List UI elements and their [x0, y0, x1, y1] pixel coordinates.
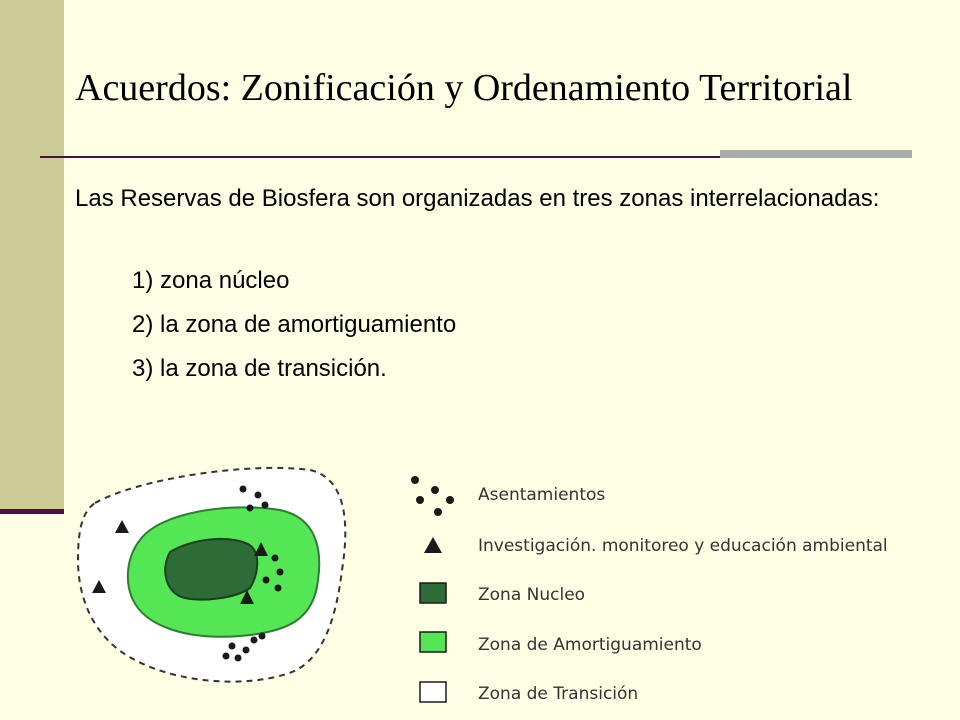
legend-label-transition: Zona de Transición: [478, 684, 639, 704]
transition-swatch-icon: [420, 682, 446, 702]
research-triangle-icon: [424, 537, 442, 553]
legend-transition: [420, 682, 638, 704]
legend-label-research: Investigación. monitoreo y educación ambiental: [478, 536, 888, 556]
core-swatch-icon: [420, 583, 446, 603]
zone-item-transition: 3) la zona de transición.: [132, 355, 387, 382]
title-accent-bar: [720, 150, 912, 158]
legend-label-settlements: Asentamientos: [478, 485, 606, 505]
buffer-swatch-icon: [420, 632, 446, 652]
side-bar: [0, 0, 64, 512]
zones-list: [132, 262, 456, 394]
legend-label-buffer: Zona de Amortiguamiento: [478, 635, 702, 655]
zone-item-buffer: 2) la zona de amortiguamiento: [132, 311, 457, 338]
core-zone: [165, 539, 257, 600]
zonation-diagram: [0, 440, 960, 720]
legend-label-core: Zona Nucleo: [478, 585, 586, 605]
slide-title: Acuerdos: Zonificación y Ordenamiento Territorial: [75, 67, 853, 109]
legend-buffer: [420, 632, 702, 655]
settlements-icon: [411, 476, 454, 516]
zone-item-core: 1) zona núcleo: [132, 267, 290, 294]
intro-text: Las Reservas de Biosfera son organizadas en tres zonas interrelacionadas:: [75, 185, 880, 212]
legend-research: [424, 536, 888, 556]
legend-core: [420, 583, 585, 605]
legend-settlements: [411, 476, 605, 516]
